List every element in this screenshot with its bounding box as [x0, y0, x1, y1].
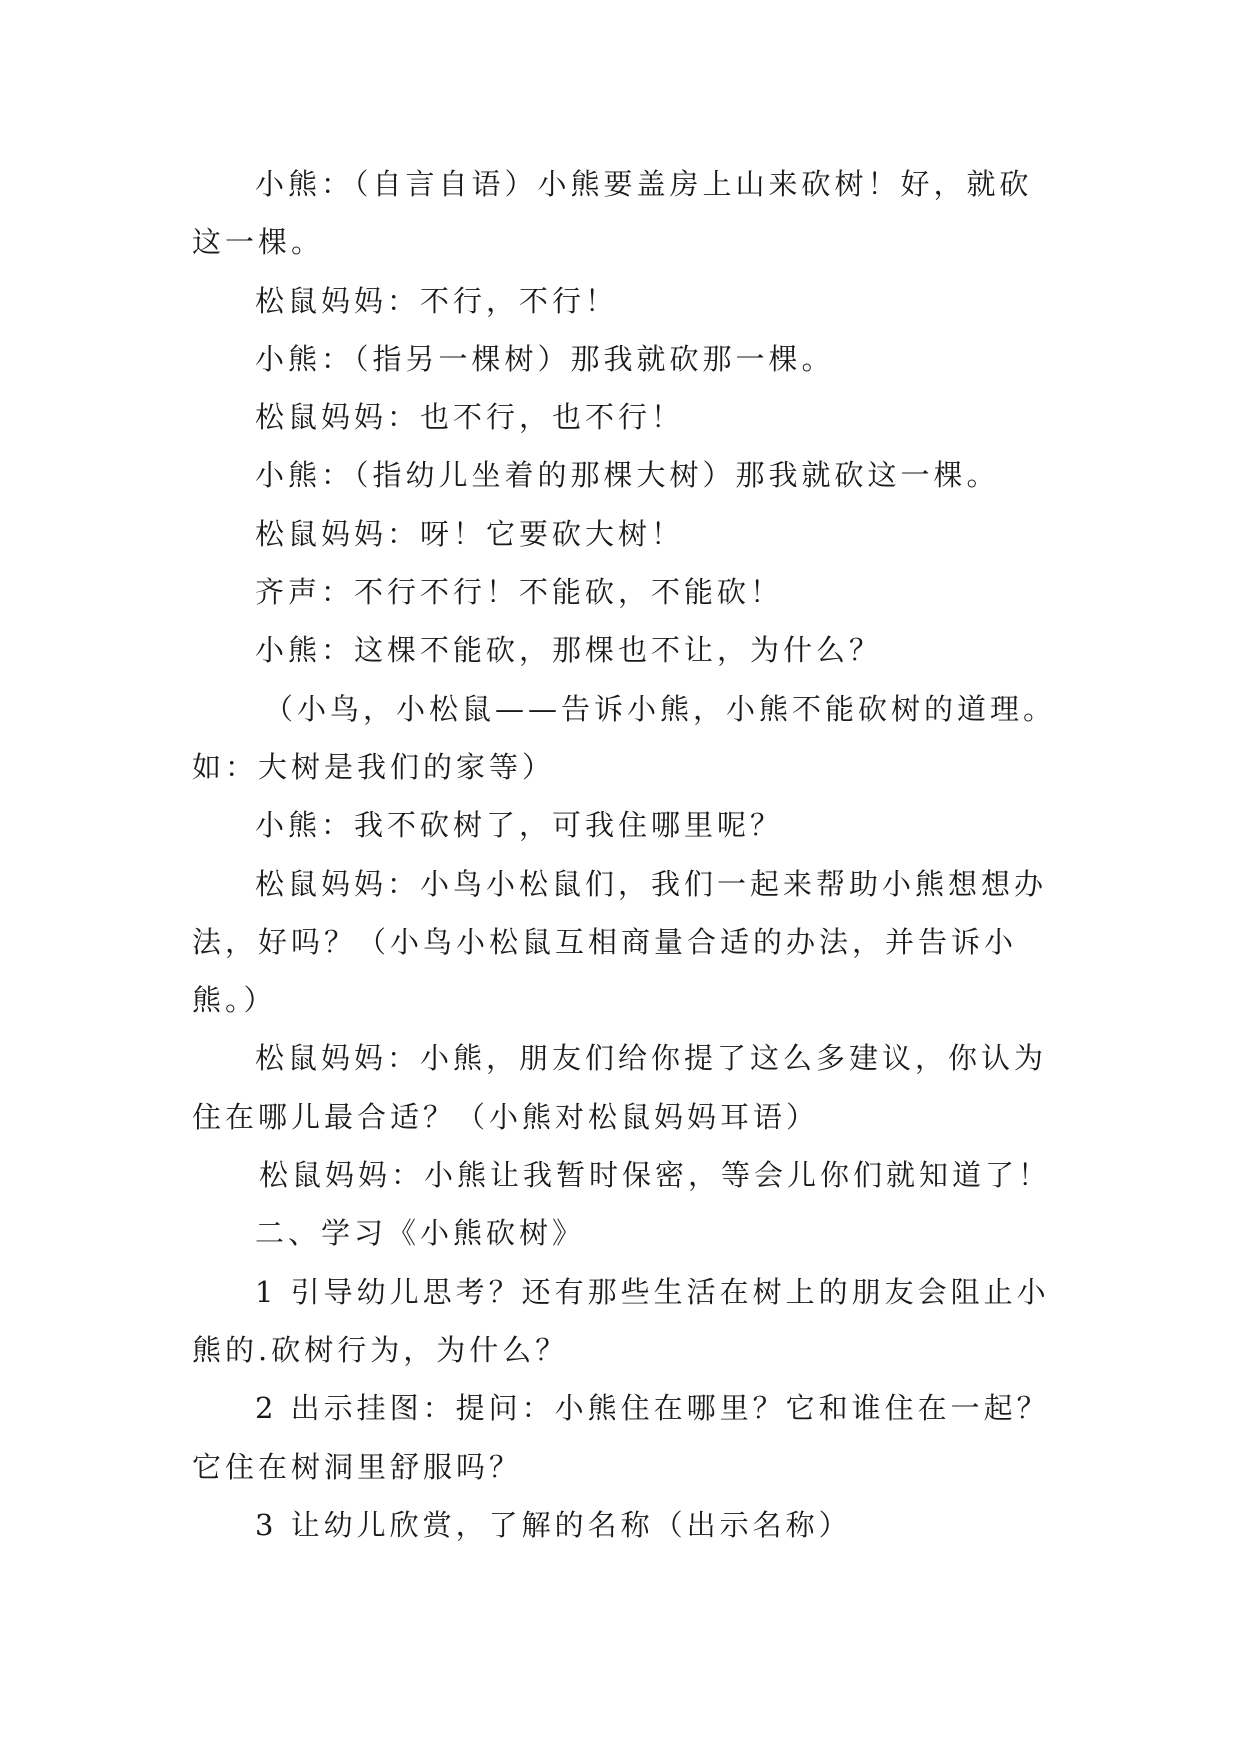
- dialogue-paragraph: [0, 1029, 1241, 1146]
- dialogue-paragraph: [0, 272, 1241, 330]
- paragraph-line: 小熊：这棵不能砍，那棵也不让，为什么？: [255, 633, 883, 668]
- paragraph-line: 3 让幼儿欣赏，了解的名称（出示名称）: [255, 1507, 852, 1542]
- numbered-step: [0, 1263, 1241, 1380]
- dialogue-paragraph: [0, 505, 1241, 563]
- dialogue-paragraph: [0, 1146, 1241, 1204]
- dialogue-paragraph: [0, 330, 1241, 388]
- paragraph-line: 小熊：（自言自语）小熊要盖房上山来砍树！好，就砍: [255, 167, 1033, 201]
- paragraph-line: 如：大树是我们的家等）: [192, 749, 556, 784]
- dialogue-paragraph: [0, 563, 1241, 621]
- paragraph-line: 熊。）: [192, 983, 277, 1018]
- dialogue-paragraph: [0, 446, 1241, 504]
- paragraph-line: 它住在树洞里舒服吗？: [192, 1449, 523, 1484]
- dialogue-paragraph: [0, 388, 1241, 446]
- paragraph-line: 小熊：我不砍树了，可我住哪里呢？: [255, 808, 784, 843]
- paragraph-line: 松鼠妈妈：呀！它要砍大树！: [255, 516, 685, 551]
- paragraph-line: 松鼠妈妈：小鸟小松鼠们，我们一起来帮助小熊想想办: [255, 866, 1048, 901]
- section-heading-text: 二、学习《小熊砍树》: [255, 1216, 586, 1251]
- section-heading: [0, 1204, 1241, 1262]
- numbered-step: [0, 1379, 1241, 1496]
- paragraph-line: 松鼠妈妈：小熊，朋友们给你提了这么多建议，你认为: [255, 1041, 1048, 1076]
- paragraph-line: （小鸟，小松鼠——告诉小熊，小熊不能砍树的道理。: [264, 691, 1057, 726]
- stage-direction-paragraph: [0, 680, 1241, 797]
- dialogue-paragraph: [0, 155, 1241, 272]
- paragraph-line: 松鼠妈妈：也不行，也不行！: [255, 400, 685, 435]
- dialogue-paragraph: [0, 796, 1241, 854]
- paragraph-line: 熊的.砍树行为，为什么？: [192, 1332, 569, 1367]
- paragraph-line: 小熊：（指幼儿坐着的那棵大树）那我就砍这一棵。: [255, 458, 1000, 493]
- paragraph-line: 松鼠妈妈：不行，不行！: [255, 283, 619, 318]
- paragraph-line: 2 出示挂图：提问：小熊住在哪里？它和谁住在一起？: [255, 1391, 1050, 1426]
- paragraph-line: 齐声：不行不行！不能砍，不能砍！: [255, 575, 784, 610]
- dialogue-paragraph: [0, 621, 1241, 679]
- numbered-step: [0, 1496, 1241, 1554]
- document-page: [0, 155, 1241, 1554]
- paragraph-line: 小熊：（指另一棵树）那我就砍那一棵。: [255, 341, 835, 376]
- paragraph-line: 法，好吗？（小鸟小松鼠互相商量合适的办法，并告诉小: [192, 924, 1018, 959]
- paragraph-line: 1 引导幼儿思考？还有那些生活在树上的朋友会阻止小: [255, 1274, 1050, 1309]
- paragraph-line: 松鼠妈妈：小熊让我暂时保密，等会儿你们就知道了！: [259, 1158, 1052, 1193]
- paragraph-line: 住在哪儿最合适？（小熊对松鼠妈妈耳语）: [192, 1099, 820, 1134]
- paragraph-line: 这一棵。: [192, 225, 325, 260]
- dialogue-paragraph: [0, 855, 1241, 1030]
